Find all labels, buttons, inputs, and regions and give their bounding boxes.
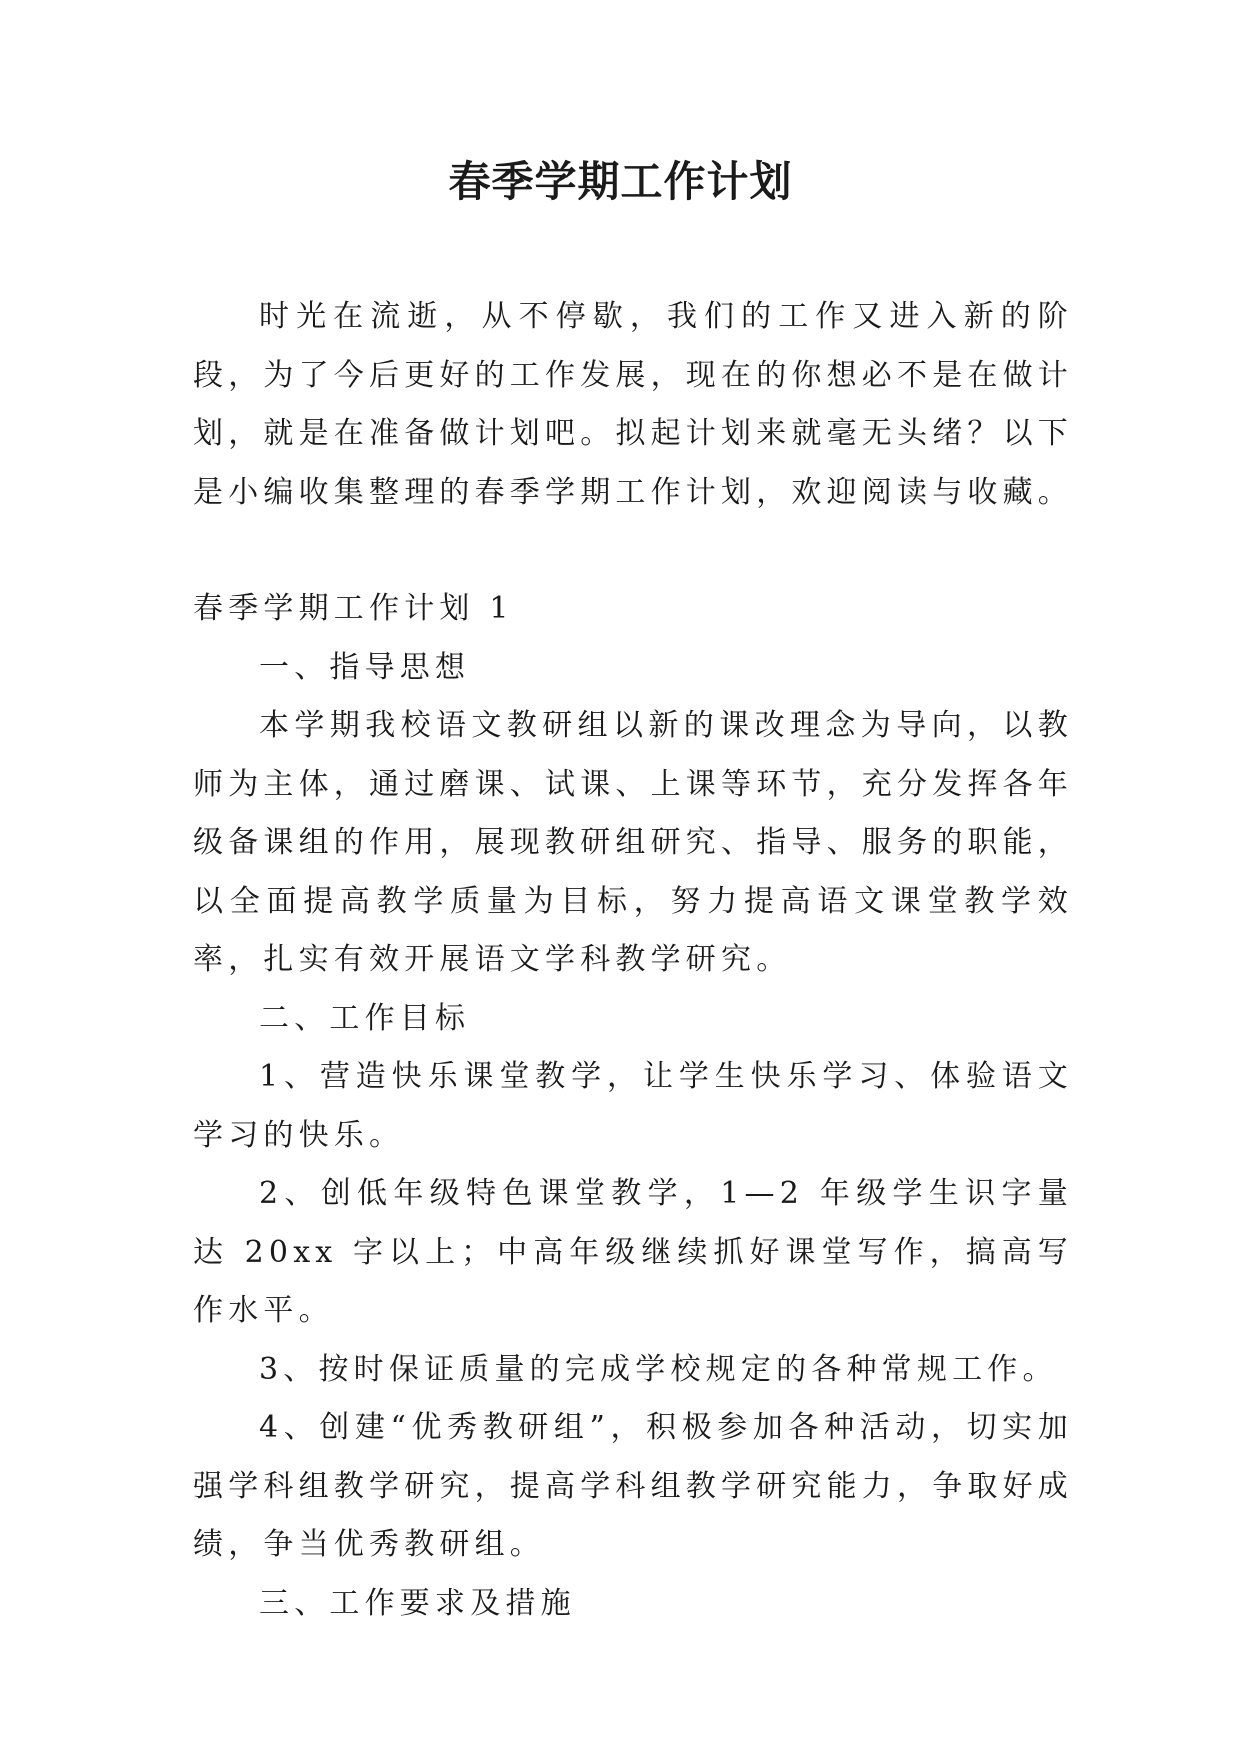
section-title: 春季学期工作计划 1 — [193, 591, 514, 626]
goal-item-1: 1、营造快乐课堂教学，让学生快乐学习、体验语文学习的快乐。 — [193, 1059, 1073, 1153]
heading-requirements-measures: 三、工作要求及措施 — [259, 1585, 576, 1621]
goal-item-2: 2、创低年级特色课堂教学，1—2 年级学生识字量达 20xx 字以上；中高年级继续抓好课堂写作，搞高写作水平。 — [193, 1176, 1073, 1328]
heading-guiding-ideology: 一、指导思想 — [259, 649, 471, 685]
document-body — [193, 288, 1073, 1633]
heading-work-goals: 二、工作目标 — [259, 1000, 471, 1036]
goal-item-4: 4、创建“优秀教研组”，积极参加各种活动，切实加强学科组教学研究，提高学科组教学研究能力，争取好成绩，争当优秀教研组。 — [193, 1410, 1073, 1562]
goal-item-3: 3、按时保证质量的完成学校规定的各种常规工作。 — [259, 1351, 1058, 1387]
document-title: 春季学期工作计划 — [448, 157, 793, 206]
guiding-ideology-paragraph: 本学期我校语文教研组以新的课改理念为导向，以教师为主体，通过磨课、试课、上课等环节，充分发挥各年级备课组的作用，展现教研组研究、指导、服务的职能，以全面提高教学质量为目标，努力提高语文课堂教学效率，扎实有效开展语文学科教学研究。 — [193, 708, 1073, 977]
intro-paragraph: 时光在流逝，从不停歇，我们的工作又进入新的阶段，为了今后更好的工作发展，现在的你想必不是在做计划，就是在准备做计划吧。拟起计划来就毫无头绪？以下是小编收集整理的春季学期工作计划，欢迎阅读与收藏。 — [193, 299, 1073, 510]
